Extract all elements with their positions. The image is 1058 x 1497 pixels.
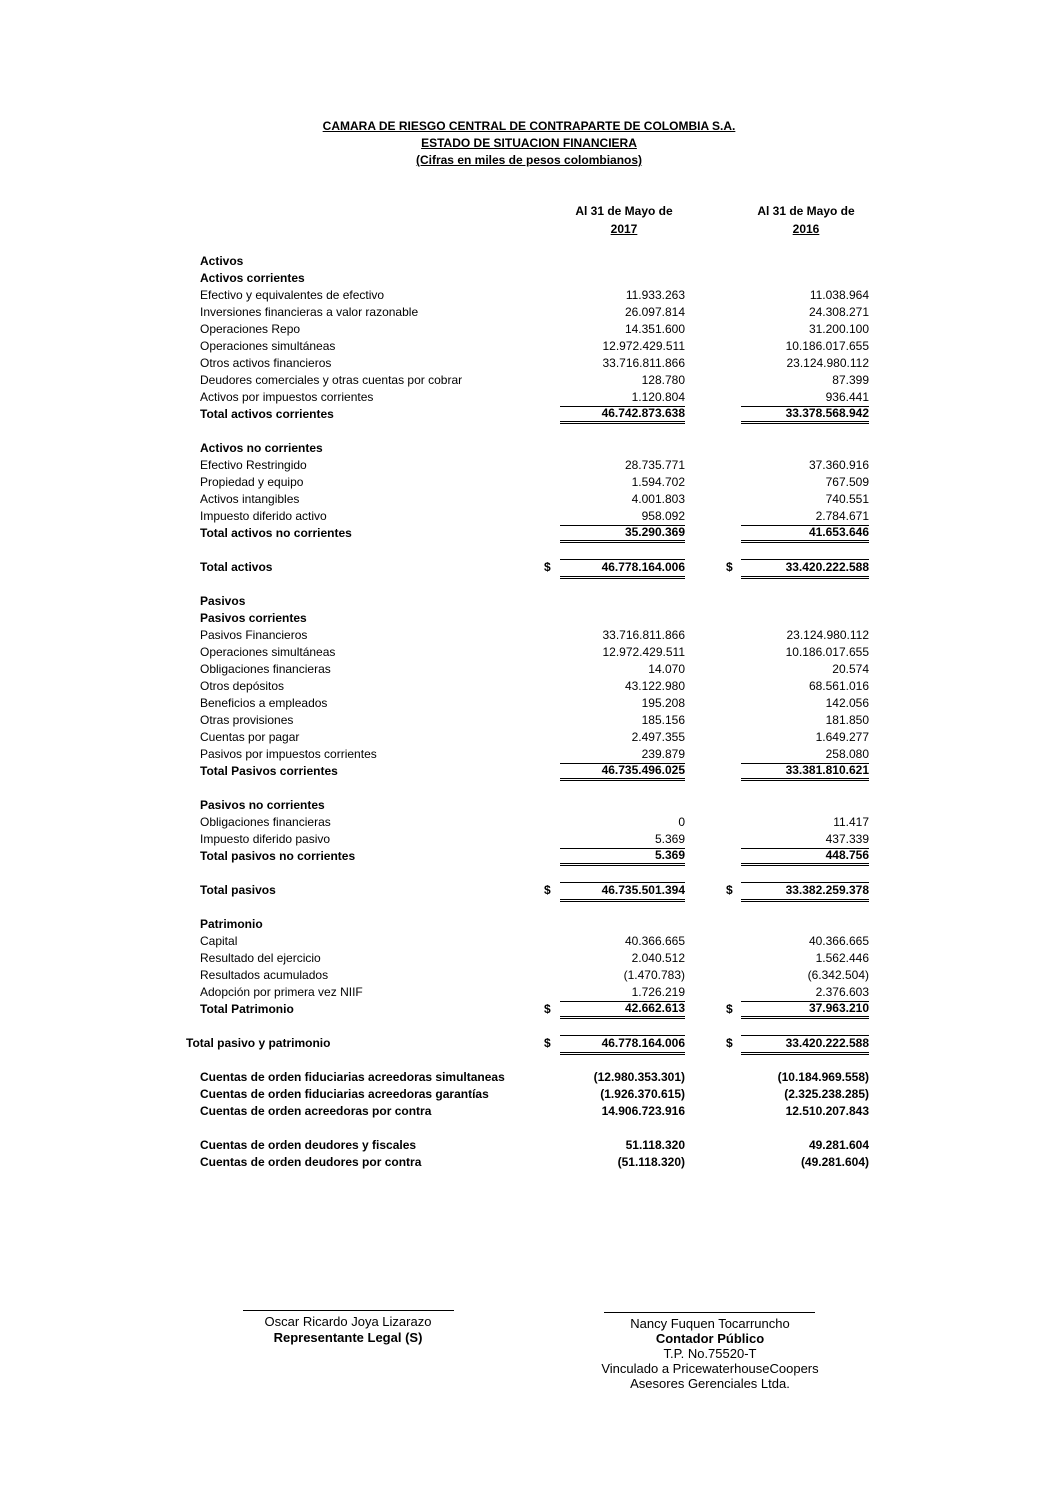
row-label: Total Patrimonio [200,1002,294,1016]
value-2016: 12.510.207.843 [785,1104,869,1118]
value-2017: 1.726.219 [560,984,685,1002]
row-beneficios-a-empleados [0,695,1058,712]
value-2017: 46.735.496.025 [560,763,685,781]
row-operaciones-simultaneas [0,338,1058,355]
value-2016: (10.184.969.558) [777,1070,869,1084]
row-label: Efectivo y equivalentes de efectivo [200,288,385,302]
row-label: Cuentas de orden fiduciarias acreedoras garantías [200,1087,489,1101]
value-2017: 4.001.803 [631,492,685,506]
row-label: Pasivos por impuestos corrientes [200,747,377,761]
company-name: CAMARA DE RIESGO CENTRAL DE CONTRAPARTE DE COLOMBIA S.A. [322,119,736,133]
signer-name: Oscar Ricardo Joya Lizarazo [264,1314,432,1329]
value-2016: (2.325.238.285) [784,1087,869,1101]
value-2017: 0 [678,815,685,829]
row-label: Operaciones Repo [200,322,301,336]
value-2016: 40.366.665 [808,934,869,948]
row-total-activos [0,559,1058,576]
row-capital [0,933,1058,950]
units-note: (Cifras en miles de pesos colombianos) [415,153,643,167]
row-operaciones-repo [0,321,1058,338]
value-2016: 11.417 [833,815,869,829]
value-2017: 35.290.369 [560,525,685,543]
value-2016: 740.551 [825,492,869,506]
row-total-pasivos-no-corrientes [0,848,1058,865]
value-2017: 46.735.501.394 [560,882,685,902]
row-activos-corrientes [0,270,1058,287]
row-label: Cuentas de orden acreedoras por contra [200,1104,432,1118]
row-label: Cuentas de orden deudores por contra [200,1155,422,1169]
row-label: Pasivos Financieros [200,628,308,642]
column-header-label: Al 31 de Mayo de [757,204,855,218]
row-inversiones-financieras-a-valor-razonable [0,304,1058,321]
value-2017: 185.156 [641,713,685,727]
value-2017: 5.369 [560,848,685,866]
row-activos-intangibles [0,491,1058,508]
value-2017: (1.926.370.615) [600,1087,685,1101]
currency-sign-2016: $ [726,1002,733,1016]
row-label: Otros activos financieros [200,356,332,370]
value-2016: 1.649.277 [815,730,869,744]
row-label: Beneficios a empleados [200,696,328,710]
column-header-year: 2017 [610,222,638,236]
value-2016: 1.562.446 [815,951,869,965]
row-label: Total pasivo y patrimonio [186,1036,331,1050]
value-2017: 1.594.702 [631,475,685,489]
value-2016: 49.281.604 [808,1138,869,1152]
value-2017: 128.780 [641,373,685,387]
row-label: Pasivos no corrientes [200,798,325,812]
value-2017: 51.118.320 [625,1138,685,1152]
statement-title: ESTADO DE SITUACION FINANCIERA [421,136,637,150]
value-2016: 181.850 [825,713,869,727]
row-deudores-comerciales-y-otras-cuentas-por-cobrar [0,372,1058,389]
row-label: Total pasivos [200,883,276,897]
row-otros-activos-financieros [0,355,1058,372]
currency-sign-2016: $ [726,560,733,574]
row-otros-depositos [0,678,1058,695]
currency-sign-2017: $ [544,1002,551,1016]
value-2016: (49.281.604) [800,1155,869,1169]
value-2016: 41.653.646 [741,525,869,543]
signer-license: T.P. No.75520-T [663,1346,757,1361]
value-2017: 195.208 [641,696,685,710]
value-2016: 767.509 [825,475,869,489]
currency-sign-2016: $ [726,1036,733,1050]
row-label: Activos corrientes [200,271,305,285]
row-label: Propiedad y equipo [200,475,304,489]
row-label: Activos no corrientes [200,441,323,455]
value-2016: 142.056 [825,696,869,710]
row-impuesto-diferido-pasivo [0,831,1058,848]
value-2016: 258.080 [741,746,869,764]
value-2016: 23.124.980.112 [786,356,869,370]
row-cuentas-de-orden-acreedoras-por-contra [0,1103,1058,1120]
row-efectivo-y-equivalentes-de-efectivo [0,287,1058,304]
value-2017: 40.366.665 [624,934,685,948]
signer-firm-name: Asesores Gerenciales Ltda. [630,1376,790,1391]
row-pasivos-no-corrientes [0,797,1058,814]
row-total-pasivo-y-patrimonio [0,1035,1058,1052]
row-label: Deudores comerciales y otras cuentas por cobrar [200,373,463,387]
row-cuentas-por-pagar [0,729,1058,746]
value-2016: 24.308.271 [808,305,869,319]
column-header-2016 [736,202,876,238]
row-pasivos-corrientes [0,610,1058,627]
row-otras-provisiones [0,712,1058,729]
value-2016: 33.420.222.588 [741,1035,869,1055]
value-2017: 46.742.873.638 [560,406,685,424]
row-label: Total Pasivos corrientes [200,764,338,778]
value-2017: 28.735.771 [624,458,685,472]
value-2016: 37.360.916 [808,458,869,472]
row-label: Operaciones simultáneas [200,339,336,353]
value-2017: 2.040.512 [631,951,685,965]
row-activos-por-impuestos-corrientes [0,389,1058,406]
row-cuentas-de-orden-fiduciarias-acreedoras-garantias [0,1086,1058,1103]
row-activos-no-corrientes [0,440,1058,457]
value-2017: 12.972.429.511 [602,645,685,659]
row-label: Capital [200,934,238,948]
row-total-activos-corrientes [0,406,1058,423]
row-obligaciones-financieras [0,661,1058,678]
row-label: Activos intangibles [200,492,300,506]
value-2016: 20.574 [832,662,869,676]
row-label: Total activos [200,560,273,574]
row-label: Obligaciones financieras [200,662,331,676]
signature-line-right [604,1312,815,1313]
signer-name: Nancy Fuquen Tocarruncho [630,1316,790,1331]
value-2016: 33.382.259.378 [741,882,869,902]
value-2017: 46.778.164.006 [560,559,685,579]
value-2016: 37.963.210 [741,1001,869,1019]
row-propiedad-y-equipo [0,474,1058,491]
row-activos [0,253,1058,270]
signer-firm: Vinculado a PricewaterhouseCoopers [601,1361,819,1376]
value-2017: 2.497.355 [631,730,685,744]
value-2017: (12.980.353.301) [593,1070,685,1084]
value-2016: 936.441 [741,389,869,407]
row-label: Operaciones simultáneas [200,645,336,659]
row-total-pasivos-corrientes [0,763,1058,780]
signature-line-left [243,1310,454,1311]
value-2017: (51.118.320) [617,1155,685,1169]
row-impuesto-diferido-activo [0,508,1058,525]
row-label: Cuentas de orden deudores y fiscales [200,1138,417,1152]
value-2016: 448.756 [741,848,869,866]
row-label: Patrimonio [200,917,263,931]
row-label: Efectivo Restringido [200,458,307,472]
value-2016: 10.186.017.655 [785,339,869,353]
value-2017: 14.906.723.916 [601,1104,685,1118]
row-label: Cuentas de orden fiduciarias acreedoras simultaneas [200,1070,505,1084]
value-2017: 26.097.814 [624,305,685,319]
value-2016: 33.420.222.588 [741,559,869,579]
value-2017: 958.092 [560,508,685,526]
value-2016: 31.200.100 [808,322,869,336]
row-total-activos-no-corrientes [0,525,1058,542]
value-2017: 46.778.164.006 [560,1035,685,1055]
value-2017: 43.122.980 [624,679,685,693]
value-2017: 33.716.811.866 [602,356,685,370]
row-label: Pasivos corrientes [200,611,307,625]
value-2016: 2.784.671 [741,508,869,526]
row-label: Otras provisiones [200,713,294,727]
row-pasivos [0,593,1058,610]
value-2016: 33.381.810.621 [741,763,869,781]
row-label: Total pasivos no corrientes [200,849,356,863]
value-2017: 14.351.600 [624,322,685,336]
row-patrimonio [0,916,1058,933]
row-cuentas-de-orden-deudores-por-contra [0,1154,1058,1171]
row-label: Total activos no corrientes [200,526,352,540]
value-2016: 23.124.980.112 [786,628,869,642]
row-obligaciones-financieras [0,814,1058,831]
row-pasivos-por-impuestos-corrientes [0,746,1058,763]
value-2016: 10.186.017.655 [785,645,869,659]
value-2017: 5.369 [560,831,685,849]
row-label: Resultado del ejercicio [200,951,321,965]
signature-block-left [248,1314,448,1346]
row-label: Otros depósitos [200,679,285,693]
value-2016: 68.561.016 [808,679,869,693]
currency-sign-2017: $ [544,1036,551,1050]
row-label: Impuesto diferido pasivo [200,832,331,846]
signer-role: Representante Legal (S) [273,1330,423,1345]
row-pasivos-financieros [0,627,1058,644]
column-header-2017 [554,202,694,238]
row-cuentas-de-orden-deudores-y-fiscales [0,1137,1058,1154]
value-2016: 33.378.568.942 [741,406,869,424]
currency-sign-2016: $ [726,883,733,897]
value-2016: 87.399 [832,373,869,387]
value-2016: 437.339 [741,831,869,849]
value-2017: (1.470.783) [623,968,685,982]
value-2016: 2.376.603 [741,984,869,1002]
column-header-label: Al 31 de Mayo de [575,204,673,218]
value-2017: 14.070 [648,662,685,676]
column-header-year: 2016 [792,222,820,236]
signature-block-right [590,1316,830,1391]
row-resultado-del-ejercicio [0,950,1058,967]
row-label: Activos [200,254,244,268]
row-label: Adopción por primera vez NIIF [200,985,363,999]
row-label: Inversiones financieras a valor razonable [200,305,419,319]
value-2017: 1.120.804 [560,389,685,407]
row-label: Total activos corrientes [200,407,334,421]
row-label: Cuentas por pagar [200,730,300,744]
row-label: Pasivos [200,594,246,608]
signer-role: Contador Público [655,1331,765,1346]
row-label: Activos por impuestos corrientes [200,390,374,404]
row-resultados-acumulados [0,967,1058,984]
row-label: Resultados acumulados [200,968,329,982]
row-operaciones-simultaneas [0,644,1058,661]
value-2017: 239.879 [560,746,685,764]
row-label: Obligaciones financieras [200,815,331,829]
row-total-patrimonio [0,1001,1058,1018]
row-total-pasivos [0,882,1058,899]
row-adopcion-por-primera-vez-niif [0,984,1058,1001]
value-2017: 12.972.429.511 [602,339,685,353]
value-2016: (6.342.504) [807,968,869,982]
value-2016: 11.038.964 [809,288,869,302]
value-2017: 11.933.263 [625,288,685,302]
currency-sign-2017: $ [544,883,551,897]
row-cuentas-de-orden-fiduciarias-acreedoras-simultaneas [0,1069,1058,1086]
row-label: Impuesto diferido activo [200,509,327,523]
currency-sign-2017: $ [544,560,551,574]
value-2017: 33.716.811.866 [602,628,685,642]
value-2017: 42.662.613 [560,1001,685,1019]
row-efectivo-restringido [0,457,1058,474]
